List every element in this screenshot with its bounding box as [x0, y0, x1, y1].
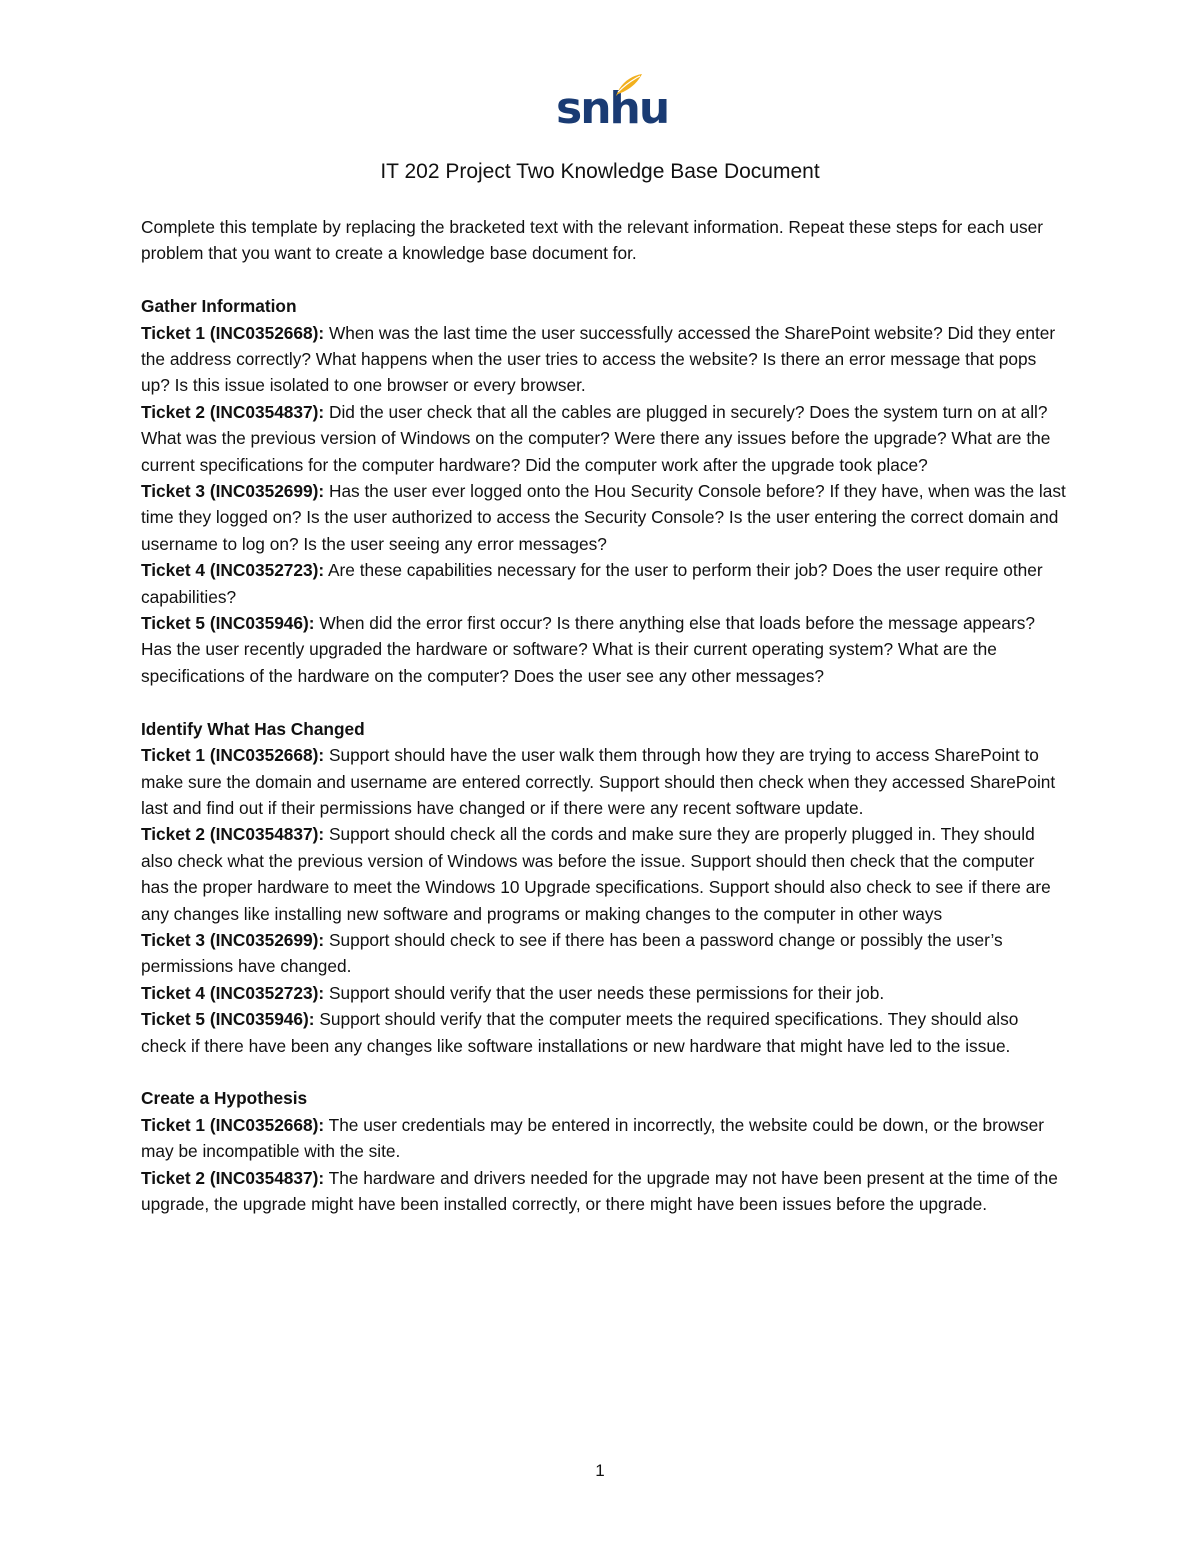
ticket-label: Ticket 5 (INC035946):: [141, 1009, 315, 1030]
ticket-text: Support should check to see if there has been a password change or possibly the user’s permissions have changed.: [141, 929, 1003, 977]
ticket-label: Ticket 4 (INC0352723):: [141, 982, 325, 1003]
ticket-entry: [141, 980, 1066, 1006]
document-body: [141, 214, 1066, 1244]
ticket-label: Ticket 2 (INC0354837):: [141, 1167, 325, 1188]
ticket-entry: [141, 320, 1066, 399]
ticket-entry: [141, 399, 1066, 478]
ticket-label: Ticket 3 (INC0352699):: [141, 929, 325, 950]
ticket-text: Support should check all the cords and make sure they are properly plugged in. They should also check what the previous version of Windows was before the issue. Support should then check that the computer has the proper hardware to meet the Windows 10 Upgrade specifications. Support should also check to see if there are any changes like installing new software and programs or making changes to the computer in other ways: [141, 824, 1051, 924]
ticket-text: When was the last time the user successfully accessed the SharePoint website? Did they enter the address correctly? What happens when the user tries to access the website? Is there an error message that pops up? Is this issue isolated to one browser or every browser.: [141, 322, 1056, 396]
ticket-text: Are these capabilities necessary for the user to perform their job? Does the user require other capabilities?: [141, 560, 1043, 607]
ticket-label: Ticket 2 (INC0354837):: [141, 401, 325, 422]
ticket-entry: [141, 927, 1066, 980]
section-identify-what-has-changed: [141, 716, 1066, 1059]
ticket-label: Ticket 1 (INC0352668):: [141, 322, 325, 343]
page-title: IT 202 Project Two Knowledge Base Document: [380, 160, 820, 183]
ticket-text: When did the error first occur? Is there anything else that loads before the message appears? Has the user recently upgraded the hardware or software? What is their current operating system? What are the specifications of the hardware on the computer? Does the user see any other messages?: [141, 613, 1036, 686]
intro-paragraph: Complete this template by replacing the bracketed text with the relevant information. Repeat these steps for each user problem that you want to create a knowledge base document for.: [141, 217, 1043, 264]
ticket-entry: [141, 610, 1066, 689]
section-title: Gather Information: [141, 296, 297, 317]
leaf-icon: [614, 72, 644, 98]
page-number: 1: [595, 1461, 605, 1480]
ticket-text: Support should verify that the computer meets the required specifications. They should also check if there have been any changes like software installations or new hardware that might have led to the issue.: [141, 1009, 1019, 1056]
logo-text: snhu: [556, 83, 669, 134]
ticket-text: Did the user check that all the cables are plugged in securely? Does the system turn on at all? What was the previous version of Windows on the computer? Were there any issues before the upgrade? What are the current specifications for the computer hardware? Did the computer work after the upgrade took place?: [141, 401, 1051, 475]
section-title: Create a Hypothesis: [141, 1088, 308, 1109]
ticket-entry: [141, 478, 1066, 557]
ticket-entry: [141, 1006, 1066, 1059]
section-create-a-hypothesis: [141, 1085, 1066, 1217]
ticket-entry: [141, 1165, 1066, 1218]
ticket-entry: [141, 1112, 1066, 1165]
ticket-entry: [141, 557, 1066, 610]
ticket-label: Ticket 3 (INC0352699):: [141, 481, 325, 502]
ticket-text: Has the user ever logged onto the Hou Security Console before? If they have, when was the last time they logged on? Is the user authorized to access the Security Console? Is the user entering the correct domain and username to log on? Is the user seeing any error messages?: [141, 481, 1066, 554]
ticket-label: Ticket 1 (INC0352668):: [141, 745, 325, 766]
ticket-label: Ticket 1 (INC0352668):: [141, 1114, 325, 1135]
snhu-logo: [556, 70, 669, 134]
ticket-text: The hardware and drivers needed for the upgrade may not have been present at the time of the upgrade, the upgrade might have been installed correctly, or there might have been issues before the upgrade.: [141, 1167, 1058, 1214]
ticket-entry: [141, 742, 1066, 821]
ticket-text: The user credentials may be entered in incorrectly, the website could be down, or the browser may be incompatible with the site.: [141, 1114, 1044, 1162]
ticket-label: Ticket 5 (INC035946):: [141, 613, 315, 634]
ticket-text: Support should verify that the user needs these permissions for their job.: [324, 982, 885, 1003]
ticket-label: Ticket 4 (INC0352723):: [141, 560, 325, 581]
ticket-label: Ticket 2 (INC0354837):: [141, 824, 325, 845]
ticket-text: Support should have the user walk them through how they are trying to access SharePoint to make sure the domain and username are entered correctly. Support should then check when they accessed SharePoint last and find out if their permissions have changed or if there were any recent software update.: [141, 745, 1056, 818]
section-gather-information: [141, 293, 1066, 689]
ticket-entry: [141, 821, 1066, 927]
section-title: Identify What Has Changed: [141, 718, 365, 739]
